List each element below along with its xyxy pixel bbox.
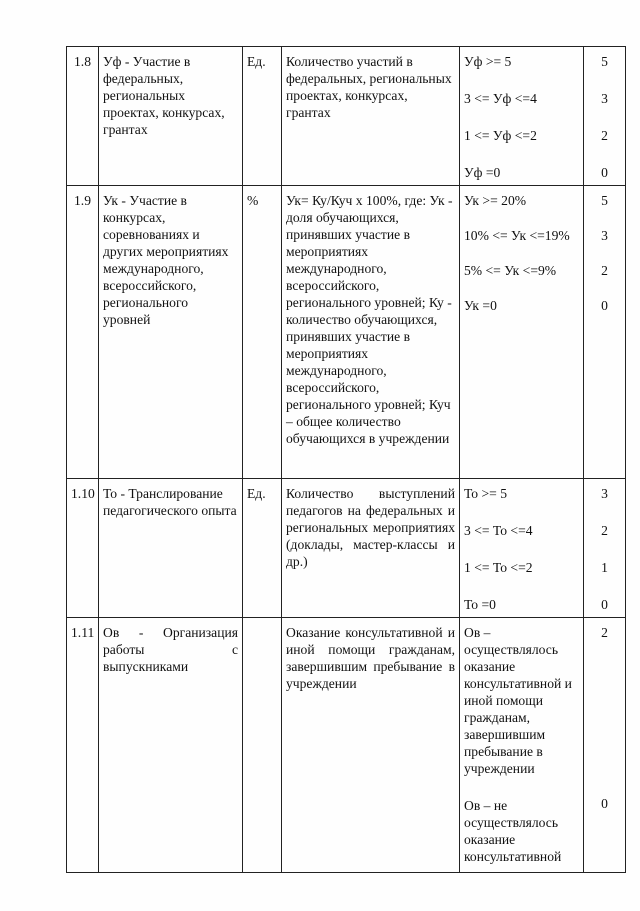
condition-text: То =0 [464, 597, 496, 612]
condition-text: Ов – не осуществлялось оказание консультативной [464, 798, 562, 864]
unit-cell: Ед. [243, 479, 282, 618]
condition-cell [460, 479, 584, 618]
criterion-description: Количество участий в федеральных, региональных проектах, конкурсах, грантах [282, 47, 460, 186]
table-row [67, 618, 626, 873]
score-value: 0 [601, 298, 608, 313]
table-row [67, 479, 626, 618]
score-value: 3 [601, 91, 608, 106]
score-value: 2 [601, 128, 608, 143]
condition-text: 1 <= То <=2 [464, 560, 533, 575]
score-value: 3 [601, 486, 608, 501]
unit-cell: % [243, 186, 282, 479]
table-row [67, 186, 626, 479]
criterion-name: Уф - Участие в федеральных, региональных проектах, конкурсах, грантах [99, 47, 243, 186]
row-number: 1.9 [67, 186, 99, 479]
condition-text: 1 <= Уф <=2 [464, 128, 537, 143]
condition-text: Ов – осуществлялось оказание консультативной и иной помощи гражданам, завершившим пребывание в учреждении [464, 625, 572, 776]
score-value: 0 [601, 165, 608, 180]
condition-text: 3 <= То <=4 [464, 523, 533, 538]
score-value: 5 [601, 54, 608, 69]
condition-text: Уф >= 5 [464, 54, 512, 69]
unit-cell: Ед. [243, 47, 282, 186]
score-value: 2 [601, 263, 608, 278]
criterion-name: То - Транслирование педагогического опыта [99, 479, 243, 618]
condition-cell [460, 186, 584, 479]
score-value: 2 [601, 523, 608, 538]
condition-text: 10% <= Ук <=19% [464, 228, 570, 243]
criterion-description: Ук= Ку/Куч х 100%, где: Ук - доля обучающихся, принявших участие в мероприятиях международного, всероссийского, регионального уровней; Ку - количество обучающихся, принявших участие в мероприятиях международного, всероссийского, регионального уровней; Куч – общее количество обучающихся в учреждении [282, 186, 460, 479]
condition-cell [460, 47, 584, 186]
score-value: 5 [601, 193, 608, 208]
condition-text: Ук =0 [464, 298, 497, 313]
condition-text: Уф =0 [464, 165, 501, 180]
score-value: 2 [601, 625, 608, 640]
criterion-description: Оказание консультативной и иной помощи гражданам, завершившим пребывание в учреждении [282, 618, 460, 873]
condition-text: 5% <= Ук <=9% [464, 263, 557, 278]
row-number: 1.11 [67, 618, 99, 873]
criteria-table [66, 46, 626, 873]
score-value: 0 [601, 796, 608, 811]
score-cell [584, 47, 626, 186]
score-cell [584, 479, 626, 618]
score-value: 3 [601, 228, 608, 243]
condition-cell [460, 618, 584, 873]
score-cell [584, 618, 626, 873]
score-cell [584, 186, 626, 479]
condition-text: То >= 5 [464, 486, 508, 501]
row-number: 1.10 [67, 479, 99, 618]
condition-text: 3 <= Уф <=4 [464, 91, 537, 106]
row-number: 1.8 [67, 47, 99, 186]
score-value: 0 [601, 597, 608, 612]
unit-cell [243, 618, 282, 873]
criterion-name: Ук - Участие в конкурсах, соревнованиях и других мероприятиях международного, всероссийского, регионального уровней [99, 186, 243, 479]
criterion-description: Количество выступлений педагогов на федеральных и региональных мероприятиях (доклады, мастер-классы и др.) [282, 479, 460, 618]
condition-text: Ук >= 20% [464, 193, 527, 208]
score-value: 1 [601, 560, 608, 575]
criterion-name: Ов - Организация работы с выпускниками [99, 618, 243, 873]
table-row [67, 47, 626, 186]
